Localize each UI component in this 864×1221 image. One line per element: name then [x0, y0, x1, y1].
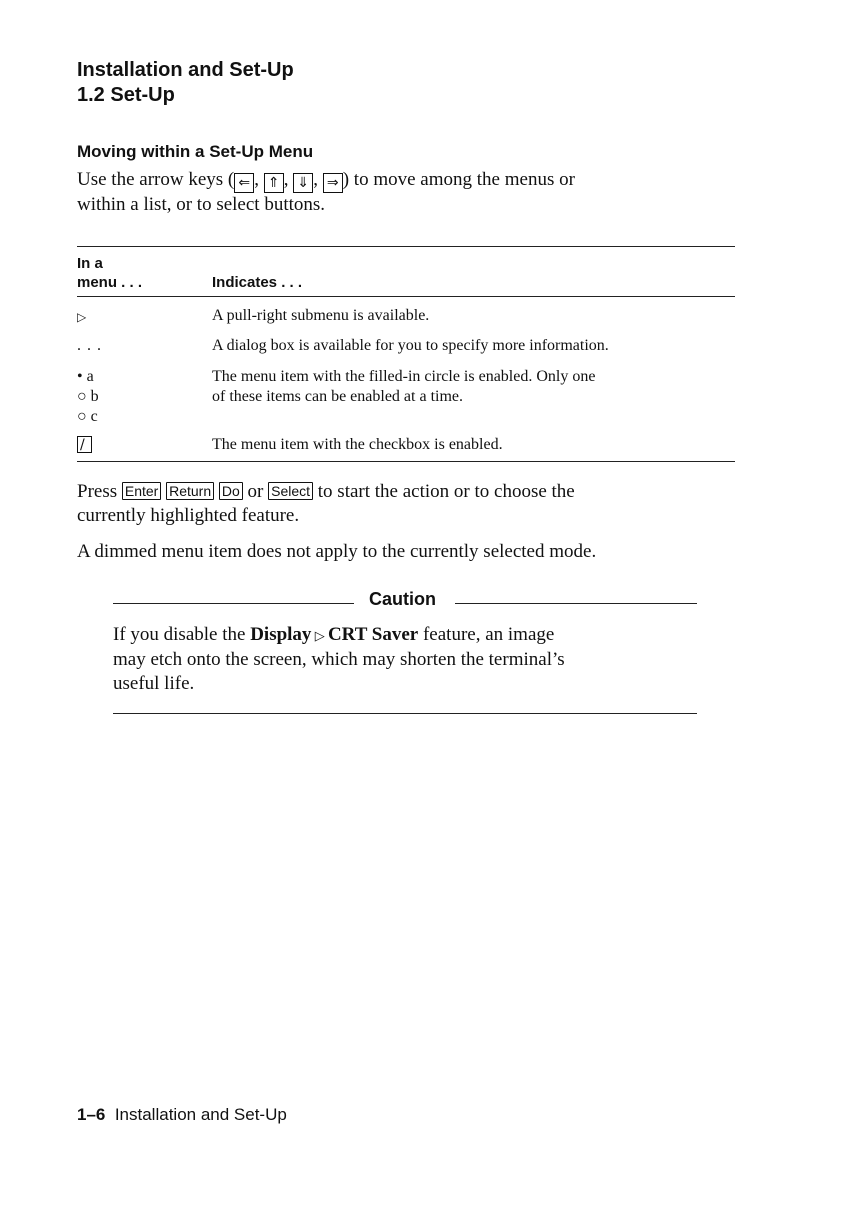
comma: ,: [283, 169, 289, 190]
col1-header-line2: menu . . .: [77, 274, 143, 291]
table-top-rule: [77, 246, 735, 247]
select-key: Select: [268, 482, 313, 500]
up-arrow-key-icon: ⇑: [264, 173, 284, 193]
left-arrow-key-icon: ⇐: [234, 173, 254, 193]
section-title: 1.2 Set-Up: [77, 84, 175, 106]
press-pre: Press: [77, 481, 118, 502]
table-header-col1: [77, 254, 142, 292]
press-post: to start the action or to choose the: [317, 481, 575, 502]
table-row-desc: A pull-right submenu is available.: [212, 307, 430, 324]
table-row-desc: A dialog box is available for you to specify more information.: [212, 337, 609, 354]
filled-radio-item: • a: [77, 368, 94, 385]
table-row-desc: The menu item with the checkbox is enabled.: [212, 436, 503, 453]
table-row-symbol: . . .: [77, 337, 102, 354]
dimmed-paragraph: A dimmed menu item does not apply to the currently selected mode.: [77, 541, 597, 562]
moving-paragraph: [77, 168, 777, 217]
moving-line-1: [77, 168, 777, 193]
empty-radio-item: ○ c: [77, 408, 98, 425]
caution-rule-right: [455, 603, 697, 604]
col1-header-line1: In a: [77, 255, 103, 272]
table-header-col2: Indicates . . .: [212, 274, 303, 291]
caution-bold-display: Display: [250, 624, 312, 645]
caution-bottom-rule: [113, 713, 697, 714]
caution-body: [113, 623, 733, 696]
caution-pre: If you disable the: [113, 624, 251, 645]
caution-line-1: [113, 623, 733, 648]
page-number: 1–6: [77, 1105, 106, 1124]
row-desc-line1: The menu item with the filled-in circle is enabled. Only one: [212, 368, 596, 385]
caution-line-2: may etch onto the screen, which may shorten the terminal’s: [113, 649, 565, 670]
caution-bold-crt-saver: CRT Saver: [327, 624, 419, 645]
caution-rule-left: [113, 603, 354, 604]
caution-line-3: useful life.: [113, 673, 195, 694]
down-arrow-key-icon: ⇓: [293, 173, 313, 193]
table-row-symbol: ▷: [77, 310, 87, 324]
caution-post: feature, an image: [418, 624, 555, 645]
press-line-1: [77, 480, 777, 504]
page-footer: [77, 1105, 287, 1125]
table-bottom-rule: [77, 461, 735, 462]
submenu-arrow-icon: ▷: [311, 628, 328, 643]
do-key: Do: [219, 482, 243, 500]
press-paragraph: [77, 480, 777, 528]
enter-key: Enter: [122, 482, 161, 500]
return-key: Return: [166, 482, 214, 500]
table-row-symbol: [77, 436, 92, 459]
right-arrow-key-icon: ⇒: [323, 173, 343, 193]
moving-line-2: within a list, or to select buttons.: [77, 194, 326, 215]
moving-line1-post: ) to move among the menus or: [342, 169, 575, 190]
comma: ,: [313, 169, 318, 190]
moving-line1-pre: Use the arrow keys (: [77, 169, 235, 190]
table-row-symbol-list: [77, 367, 99, 427]
checkmark-icon: /: [80, 437, 85, 453]
empty-radio-item: ○ b: [77, 388, 99, 405]
press-line-2: currently highlighted feature.: [77, 505, 300, 526]
running-header: [77, 58, 294, 108]
chapter-title: Installation and Set-Up: [77, 59, 294, 81]
comma: ,: [254, 169, 259, 190]
caution-title: Caution: [369, 589, 436, 609]
table-row-desc: [212, 367, 595, 407]
footer-title: Installation and Set-Up: [114, 1105, 287, 1124]
checkbox-icon: [77, 436, 92, 453]
row-desc-line2: of these items can be enabled at a time.: [212, 388, 464, 405]
press-or: or: [247, 481, 264, 502]
subsection-heading: Moving within a Set-Up Menu: [77, 142, 314, 161]
table-header-rule: [77, 296, 735, 297]
